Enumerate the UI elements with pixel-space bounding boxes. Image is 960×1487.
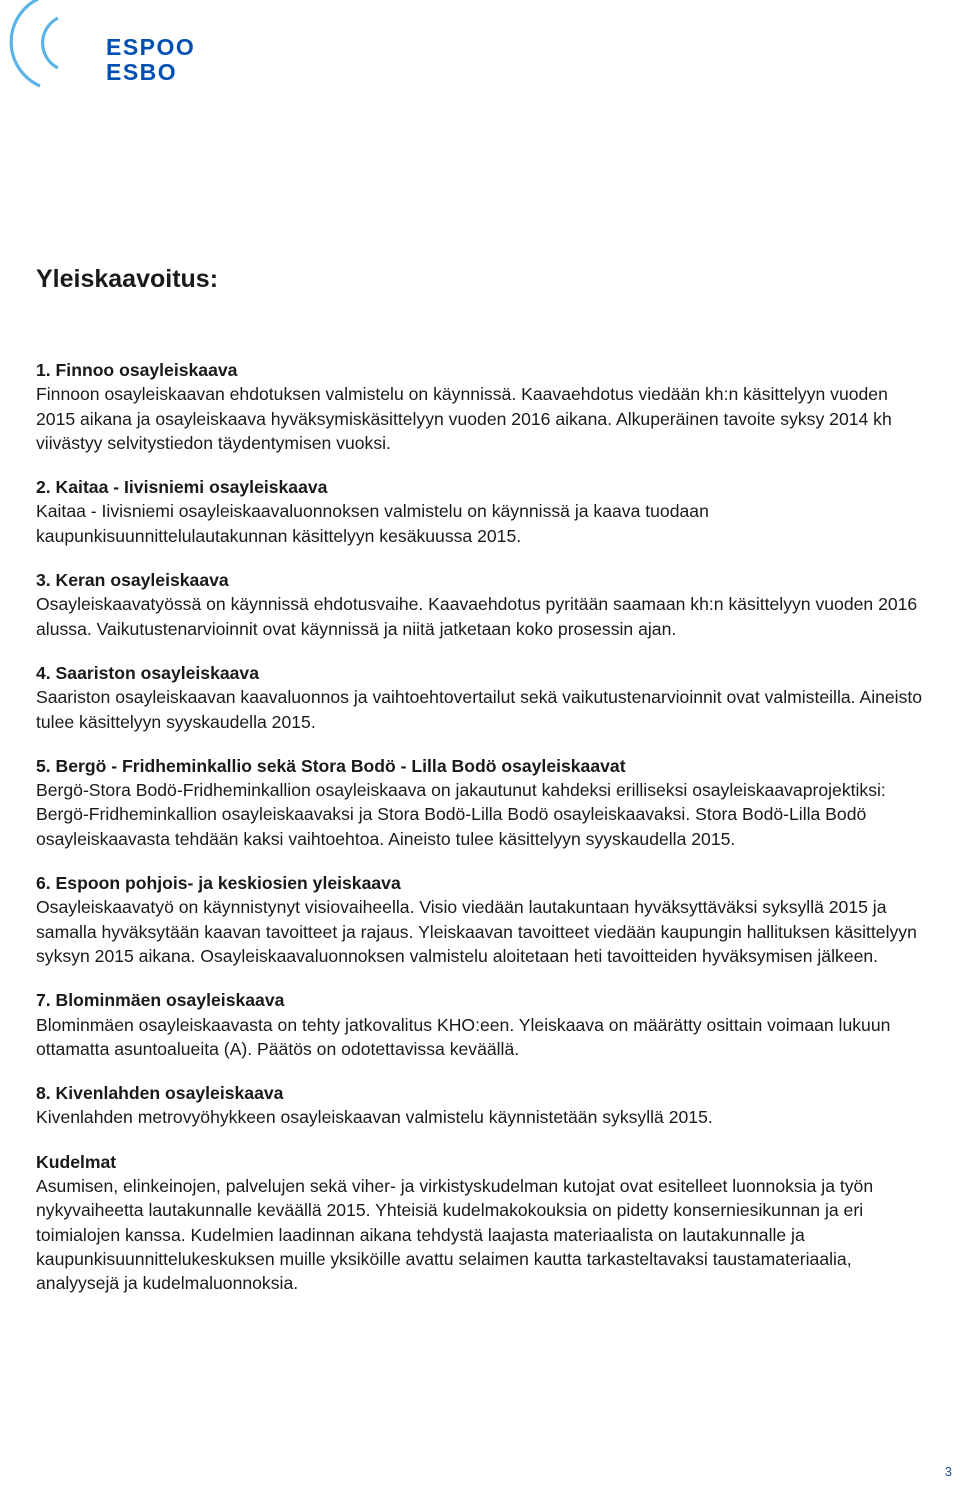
logo-arc-inner	[43, 18, 58, 68]
section-heading: 6. Espoon pohjois- ja keskiosien yleiskaava	[36, 873, 401, 894]
section-saaristo	[36, 661, 926, 734]
section-heading: 5. Bergö - Fridheminkallio sekä Stora Bodö - Lilla Bodö osayleiskaavat	[36, 755, 626, 776]
section-text: Osayleiskaavatyö on käynnistynyt visiovaiheella. Visio viedään lautakuntaan hyväksyttäväksi syksyllä 2015 ja samalla hyväksytään kaavan tavoitteet ja rajaus. Yleiskaavan tavoitteet viedään kaupungin hallituksen käsittelyyn syksyn 2015 aikana. Osayleiskaavaluonnoksen valmistelu aloitetaan heti tavoitteiden hyväksymisen jälkeen.	[36, 897, 917, 966]
logo-arc-outer	[11, 0, 40, 86]
section-text: Kivenlahden metrovyöhykkeen osayleiskaavan valmistelu käynnistetään syksyllä 2015.	[36, 1107, 713, 1128]
section-kudelmat	[36, 1150, 926, 1296]
section-pohjois-keskiosat	[36, 871, 926, 968]
section-text: Asumisen, elinkeinojen, palvelujen sekä viher- ja virkistyskudelman kutojat ovat esitelleet luonnoksia ja työn nykyvaiheetta lautakunnalle keväällä 2015. Yhteisiä kudelmakokouksia on pidetty konserniesikunnan ja eri toimialojen kanssa. Kudelmien laadinnan aikana tehdystä laajasta materiaalista on lautakunnalle ja kaupunkisuunnittelukeskuksen muille yksiköille avattu selaimen kautta tarkasteltavaksi taustamateriaalia, analyysejä ja kudelmaluonnoksia.	[36, 1176, 874, 1294]
section-heading: 3. Keran osayleiskaava	[36, 570, 229, 591]
page-number: 3	[944, 1464, 952, 1479]
section-text: Osayleiskaavatyössä on käynnissä ehdotusvaihe. Kaavaehdotus pyritään saamaan kh:n käsittelyyn vuoden 2016 alussa. Vaikutustenarvioinnit ovat käynnissä ja niitä jatketaan koko prosessin ajan.	[36, 594, 918, 639]
section-kivenlahti	[36, 1081, 926, 1130]
section-text: Blominmäen osayleiskaavasta on tehty jatkovalitus KHO:een. Yleiskaava on määrätty osittain voimaan lukuun ottamatta asuntoalueita (A). Päätös on odotettavissa keväällä.	[36, 1014, 891, 1059]
section-text: Saariston osayleiskaavan kaavaluonnos ja vaihtoehtovertailut sekä vaikutustenarvioinnit ovat valmisteilla. Aineisto tulee käsittelyyn syyskaudella 2015.	[36, 687, 923, 732]
section-heading: Kudelmat	[36, 1151, 117, 1172]
section-finnoo	[36, 358, 926, 455]
section-heading: 1. Finnoo osayleiskaava	[36, 360, 238, 380]
section-blominmaki	[36, 988, 926, 1061]
document-body	[36, 358, 926, 1316]
logo-text-espoo: ESPOO	[106, 34, 196, 60]
page-title: Yleiskaavoitus:	[36, 265, 219, 293]
espoo-logo-graphic	[0, 0, 200, 110]
section-kaitaa-iivisniemi	[36, 475, 926, 548]
section-text: Kaitaa - Iivisniemi osayleiskaavaluonnoksen valmistelu on käynnissä ja kaava tuodaan kaupunkisuunnittelulautakunnan käsittelyyn kesäkuussa 2015.	[36, 501, 709, 546]
espoo-logo	[0, 0, 200, 110]
section-heading: 7. Blominmäen osayleiskaava	[36, 990, 285, 1011]
section-bergo-stora-bodo	[36, 754, 926, 851]
section-heading: 4. Saariston osayleiskaava	[36, 662, 259, 683]
logo-text-esbo: ESBO	[106, 59, 178, 85]
section-text: Finnoon osayleiskaavan ehdotuksen valmistelu on käynnissä. Kaavaehdotus viedään kh:n käsittelyyn vuoden 2015 aikana ja osayleiskaava hyväksymiskäsittelyyn vuoden 2016 aikana. Alkuperäinen tavoite syksy 2014 kh viivästyy selvitystiedon täydentymisen vuoksi.	[36, 384, 892, 453]
section-heading: 2. Kaitaa - Iivisniemi osayleiskaava	[36, 477, 328, 498]
section-heading: 8. Kivenlahden osayleiskaava	[36, 1083, 284, 1104]
section-text: Bergö-Stora Bodö-Fridheminkallion osayleiskaava on jakautunut kahdeksi erilliseksi osayleiskaavaprojektiksi: Bergö-Fridheminkallion osayleiskaavaksi ja Stora Bodö-Lilla Bodö osayleiskaavaksi. Stora Bodö-Lilla Bodö osayleiskaavasta tehdään kaksi vaihtoehtoa. Aineisto tulee käsittelyyn syyskaudella 2015.	[36, 780, 886, 849]
section-kera	[36, 568, 926, 641]
